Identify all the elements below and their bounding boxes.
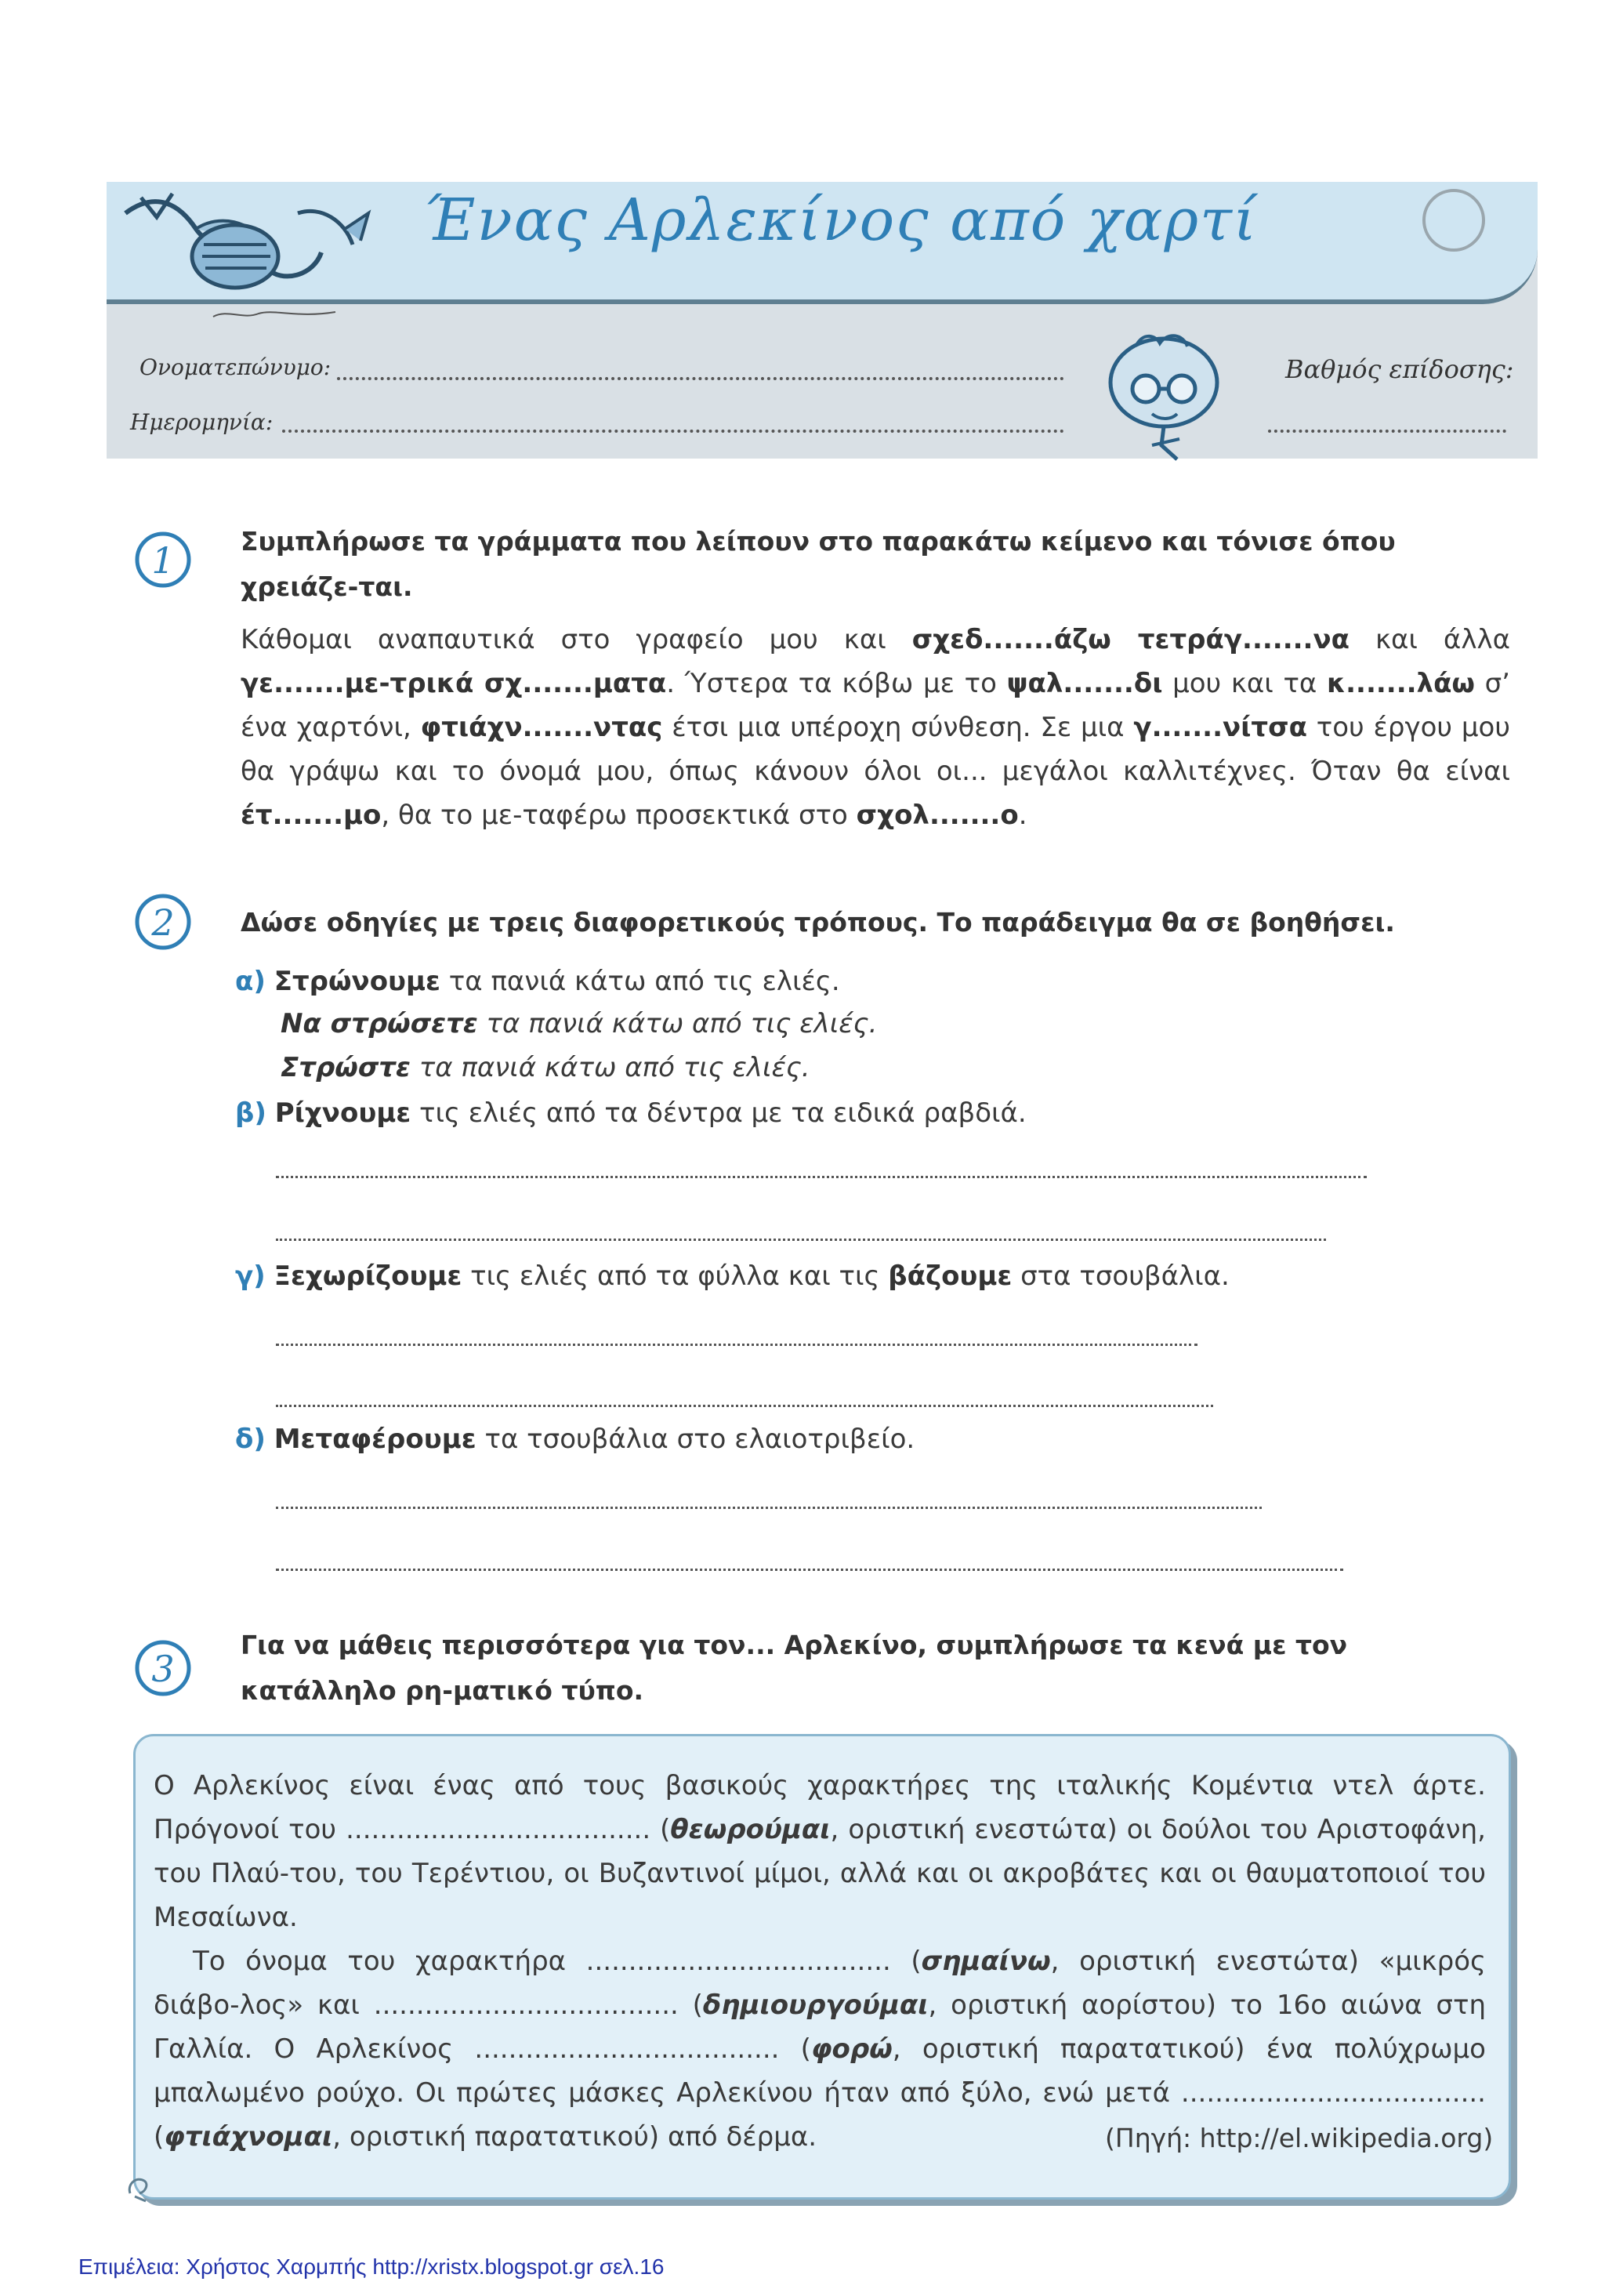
exercise-2-item-c: [235, 1254, 1230, 1298]
item-c-text: Ξεχωρίζουμε τις ελιές από τα φύλλα και τις βάζουμε στα τσουβάλια.: [274, 1260, 1230, 1292]
exercise-2-title: Δώσε οδηγίες με τρεις διαφορετικούς τρόπους. Το παράδειγμα θα σε βοηθήσει.: [241, 907, 1395, 938]
exercise-2-number-icon: [133, 892, 193, 952]
answer-line[interactable]: [276, 1176, 1367, 1178]
exercise-1-number-icon: [133, 530, 193, 589]
source-citation: (Πηγή: http://el.wikipedia.org): [1105, 2123, 1494, 2153]
dragon-icon: [110, 182, 408, 307]
svg-text:2: 2: [151, 901, 175, 944]
item-a-line-2: Να στρώσετε τα πανιά κάτω από τις ελιές.: [281, 1008, 878, 1039]
date-field[interactable]: [282, 430, 1064, 433]
item-d-text: Μεταφέρουμε τα τσουβάλια στο ελαιοτριβείο.: [274, 1424, 915, 1455]
item-a-line-1: Στρώνουμε τα πανιά κάτω από τις ελιές.: [274, 966, 840, 997]
answer-line[interactable]: [276, 1507, 1262, 1509]
page-title: Ένας Αρλεκίνος από χαρτί: [423, 187, 1259, 254]
item-marker: δ): [235, 1424, 266, 1455]
exercise-3-text: Ο Αρλεκίνος είναι ένας από τους βασικούς χαρακτήρες της ιταλικής Κομέντια ντελ άρτε. Πρόγονοί του .................................... (θεωρούμαι, οριστική ενεστώτα) οι δούλοι του Αριστοφάνη, του Πλαύ-του, του Τερέντιου, οι Βυζαντινοί μίμοι, αλλά και οι ακροβάτες και οι θαυματοποιοί του Μεσαίωνα. Το όνομα του χαρακτήρα .................................... (σημαίνω, οριστική ενεστώτα) «μικρός διάβο-λος» και .................................... (δημιουργούμαι, οριστική αορίστου) το 16ο αιώνα στη Γαλλία. Ο Αρλεκίνος .................................... (φορώ, οριστική παρατατικού) ένα πολύχρωμο μπαλωμένο ρούχο. Οι πρώτες μάσκες Αρλεκίνου ήταν από ξύλο, ενώ μετά .................................... (φτιάχνομαι, οριστική παρατατικού) από δέρμα.: [154, 1770, 1486, 2153]
corner-circle-icon: [1418, 185, 1489, 256]
grade-field[interactable]: [1268, 430, 1506, 433]
date-label: Ημερομηνία:: [130, 409, 274, 435]
answer-line[interactable]: [276, 1344, 1197, 1346]
answer-line[interactable]: [276, 1405, 1213, 1407]
item-marker: β): [235, 1097, 266, 1129]
item-marker: γ): [235, 1260, 266, 1292]
exercise-2-item-d: [235, 1417, 915, 1461]
signature-scribble: [212, 307, 337, 321]
exercise-3-title: Για να μάθεις περισσότερα για τον... Αρλεκίνο, συμπλήρωσε τα κενά με τον κατάλληλο ρη-ματικό τύπο.: [241, 1630, 1348, 1706]
answer-line[interactable]: [276, 1239, 1326, 1241]
name-label: Ονοματεπώνυμο:: [139, 354, 332, 380]
exercise-3-number-icon: [133, 1638, 193, 1698]
svg-text:1: 1: [151, 539, 175, 582]
grade-label: Βαθμός επίδοσης:: [1285, 354, 1514, 384]
answer-line[interactable]: [276, 1569, 1343, 1571]
exercise-2-item-a: [235, 959, 840, 1003]
item-marker: α): [235, 966, 266, 997]
exercise-1-title: Συμπλήρωσε τα γράμματα που λείπουν στο παρακάτω κείμενο και τόνισε όπου χρειάζε-ται.: [241, 526, 1396, 602]
exercise-1-text: Κάθομαι αναπαυτικά στο γραφείο μου και σχεδ.......άζω τετράγ.......να και άλλα γε.......με-τρικά σχ.......ματα. Ύστερα τα κόβω με το ψαλ.......δι μου και τα κ.......λάω σ’ ένα χαρτόνι, φτιάχν.......ντας έτσι μια υπέροχη σύνθεση. Σε μια γ.......νίτσα του έργου μου θα γράψω και το όνομά μου, όπως κάνουν όλοι οι... μεγάλοι καλλιτέχνες. Όταν θα είναι έτ.......μο, θα το με-ταφέρω προσεκτικά στο σχολ.......ο.: [241, 624, 1511, 831]
svg-text:3: 3: [151, 1648, 175, 1690]
name-field[interactable]: [337, 377, 1064, 380]
face-with-glasses-icon: [1089, 328, 1238, 469]
footer-credit: Επιμέλεια: Χρήστος Χαρμπής http://xristx.blogspot.gr σελ.16: [78, 2254, 665, 2279]
item-a-line-3: Στρώστε τα πανιά κάτω από τις ελιές.: [281, 1052, 810, 1083]
tiny-figure-icon: [122, 2170, 158, 2206]
item-b-text: Ρίχνουμε τις ελιές από τα δέντρα με τα ειδικά ραβδιά.: [274, 1097, 1027, 1129]
exercise-2-item-b: [235, 1091, 1027, 1135]
